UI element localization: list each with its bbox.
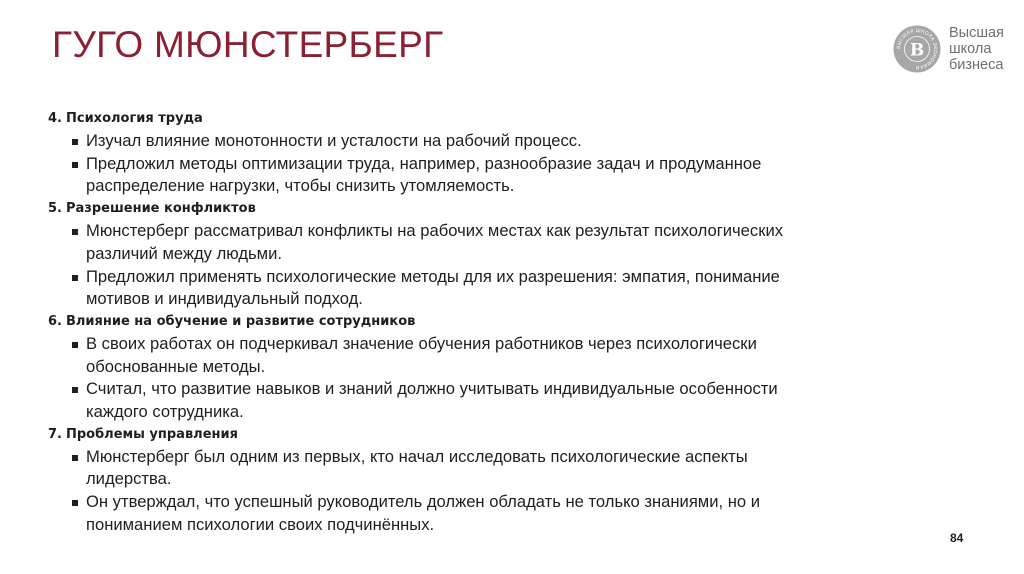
section-number: 7. — [48, 426, 62, 442]
bullet-text-line: В своих работах он подчеркивал значение обучения работников через психологически — [86, 333, 757, 353]
section-heading — [48, 198, 928, 220]
square-bullet-icon — [72, 455, 78, 461]
bullet-text-line: Мюнстерберг был одним из первых, кто начал исследовать психологические аспекты — [86, 446, 748, 466]
square-bullet-icon — [72, 229, 78, 235]
section-title-text: Разрешение конфликтов — [65, 201, 256, 217]
bullet-text-line: обоснованные методы. — [86, 356, 266, 376]
section-heading — [48, 424, 928, 446]
bullet-item — [48, 333, 928, 378]
bullet-text-line: Предложил методы оптимизации труда, например, разнообразие задач и продуманное — [86, 153, 762, 173]
bullet-item — [48, 266, 928, 311]
bullet-text-line: мотивов и индивидуальный подход. — [86, 289, 363, 309]
bullet-text-line: каждого сотрудника. — [86, 402, 244, 422]
bullet-item — [48, 446, 928, 491]
bullet-item — [48, 378, 928, 423]
square-bullet-icon — [72, 342, 78, 348]
bullet-item — [48, 130, 928, 153]
page-number: 84 — [950, 531, 964, 545]
logo-line-3: бизнеса — [949, 57, 1004, 73]
square-bullet-icon — [72, 387, 78, 393]
hse-business-school-logo — [893, 25, 1013, 75]
slide-title: ГУГО МЮНСТЕРБЕРГ — [52, 24, 444, 65]
section-number: 5. — [48, 201, 62, 217]
bullet-text-line: Считал, что развитие навыков и знаний должно учитывать индивидуальные особенности — [86, 379, 778, 399]
square-bullet-icon — [72, 162, 78, 168]
section-title-text: Влияние на обучение и развитие сотрудников — [65, 313, 416, 329]
section-heading — [48, 108, 928, 130]
bullet-item — [48, 153, 928, 198]
bullet-text-line: Изучал влияние монотонности и усталости на рабочий процесс. — [86, 131, 582, 150]
section-number: 4. — [48, 111, 62, 126]
slide-content — [48, 108, 928, 537]
bullet-text-line: лидерства. — [86, 469, 172, 489]
logo-line-1: Высшая — [949, 25, 1004, 41]
section-title-text: Психология труда — [65, 111, 203, 126]
bullet-text-line: Он утверждал, что успешный руководитель должен обладать не только знаниями, но и — [86, 492, 760, 512]
bullet-text-line: различий между людьми. — [86, 243, 282, 263]
emblem-ring-text: ВЫСШАЯ ШКОЛА ЭКОНОМИКИ — [896, 28, 938, 70]
square-bullet-icon — [72, 500, 78, 506]
square-bullet-icon — [72, 139, 78, 145]
bullet-text-line: Мюнстерберг рассматривал конфликты на рабочих местах как результат психологических — [86, 221, 784, 241]
bullet-text-line: пониманием психологии своих подчинённых. — [86, 514, 435, 534]
section-heading — [48, 311, 928, 333]
emblem-letter: В — [909, 40, 925, 61]
square-bullet-icon — [72, 275, 78, 281]
section-title-text: Проблемы управления — [65, 426, 238, 442]
bullet-text-line: распределение нагрузки, чтобы снизить утомляемость. — [86, 176, 515, 196]
bullet-item — [48, 491, 928, 536]
hse-emblem-icon — [893, 25, 941, 73]
bullet-text-line: Предложил применять психологические методы для их разрешения: эмпатия, понимание — [86, 266, 780, 286]
section-number: 6. — [48, 313, 62, 329]
logo-line-2: школа — [949, 41, 992, 57]
bullet-item — [48, 220, 928, 265]
logo-text — [949, 25, 1004, 73]
